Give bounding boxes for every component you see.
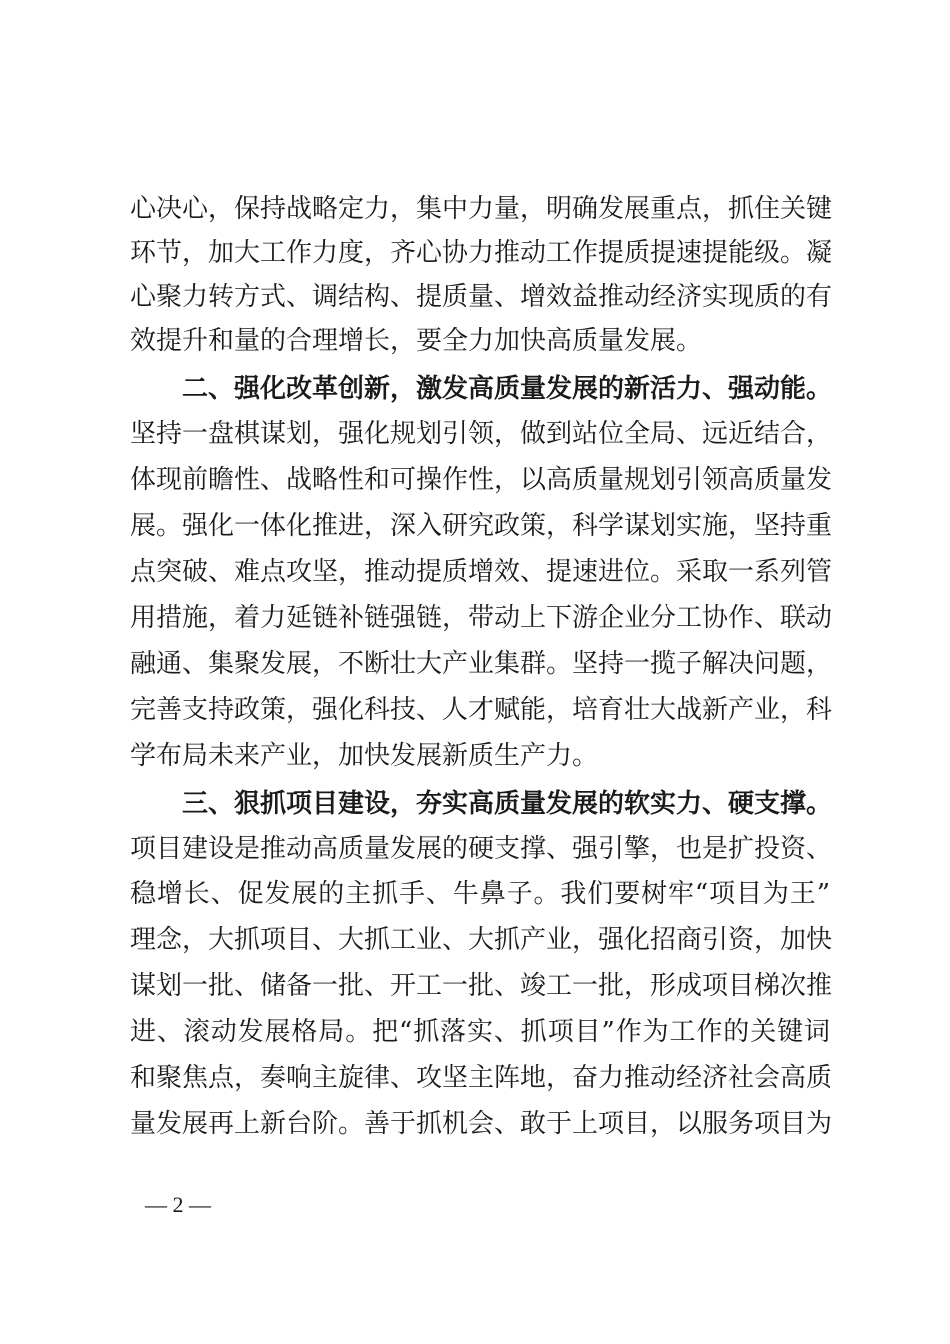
paragraph-line: 项目建设是推动高质量发展的硬支撑、强引擎，也是扩投资、: [130, 834, 833, 864]
paragraph-line: 用措施，着力延链补链强链，带动上下游企业分工协作、联动: [130, 603, 833, 633]
paragraph-line: 量发展再上新台阶。善于抓机会、敢于上项目，以服务项目为: [130, 1109, 833, 1139]
paragraph-line: 展。强化一体化推进，深入研究政策，科学谋划实施，坚持重: [130, 511, 833, 541]
paragraph-line: 体现前瞻性、战略性和可操作性，以高质量规划引领高质量发: [130, 465, 833, 495]
paragraph-line: 学布局未来产业，加快发展新质生产力。: [130, 741, 599, 771]
paragraph-line: 融通、集聚发展，不断壮大产业集群。坚持一揽子解决问题，: [130, 649, 833, 679]
section-heading: 三、狠抓项目建设，夯实高质量发展的软实力、硬支撑。: [182, 789, 833, 819]
paragraph-line: 环节，加大工作力度，齐心协力推动工作提质提速提能级。凝: [130, 238, 833, 268]
paragraph-line: 理念，大抓项目、大抓工业、大抓产业，强化招商引资，加快: [130, 925, 833, 955]
page-number: — 2 —: [145, 1192, 211, 1217]
paragraph-line: 进、滚动发展格局。把“抓落实、抓项目”作为工作的关键词: [130, 1017, 830, 1047]
paragraph-line: 谋划一批、储备一批、开工一批、竣工一批，形成项目梯次推: [130, 971, 833, 1001]
paragraph-line: 坚持一盘棋谋划，强化规划引领，做到站位全局、远近结合，: [130, 419, 833, 449]
paragraph-line: 心决心，保持战略定力，集中力量，明确发展重点，抓住关键: [130, 194, 833, 224]
paragraph-line: 完善支持政策，强化科技、人才赋能，培育壮大战新产业，科: [130, 695, 833, 725]
paragraph-line: 稳增长、促发展的主抓手、牛鼻子。我们要树牢“项目为王”: [130, 879, 830, 909]
section-heading: 二、强化改革创新，激发高质量发展的新活力、强动能。: [182, 374, 833, 404]
paragraph-line: 点突破、难点攻坚，推动提质增效、提速进位。采取一系列管: [130, 557, 833, 587]
paragraph-line: 心聚力转方式、调结构、提质量、增效益推动经济实现质的有: [130, 282, 833, 312]
paragraph-line: 和聚焦点，奏响主旋律、攻坚主阵地，奋力推动经济社会高质: [130, 1063, 833, 1093]
paragraph-line: 效提升和量的合理增长，要全力加快高质量发展。: [130, 326, 703, 356]
